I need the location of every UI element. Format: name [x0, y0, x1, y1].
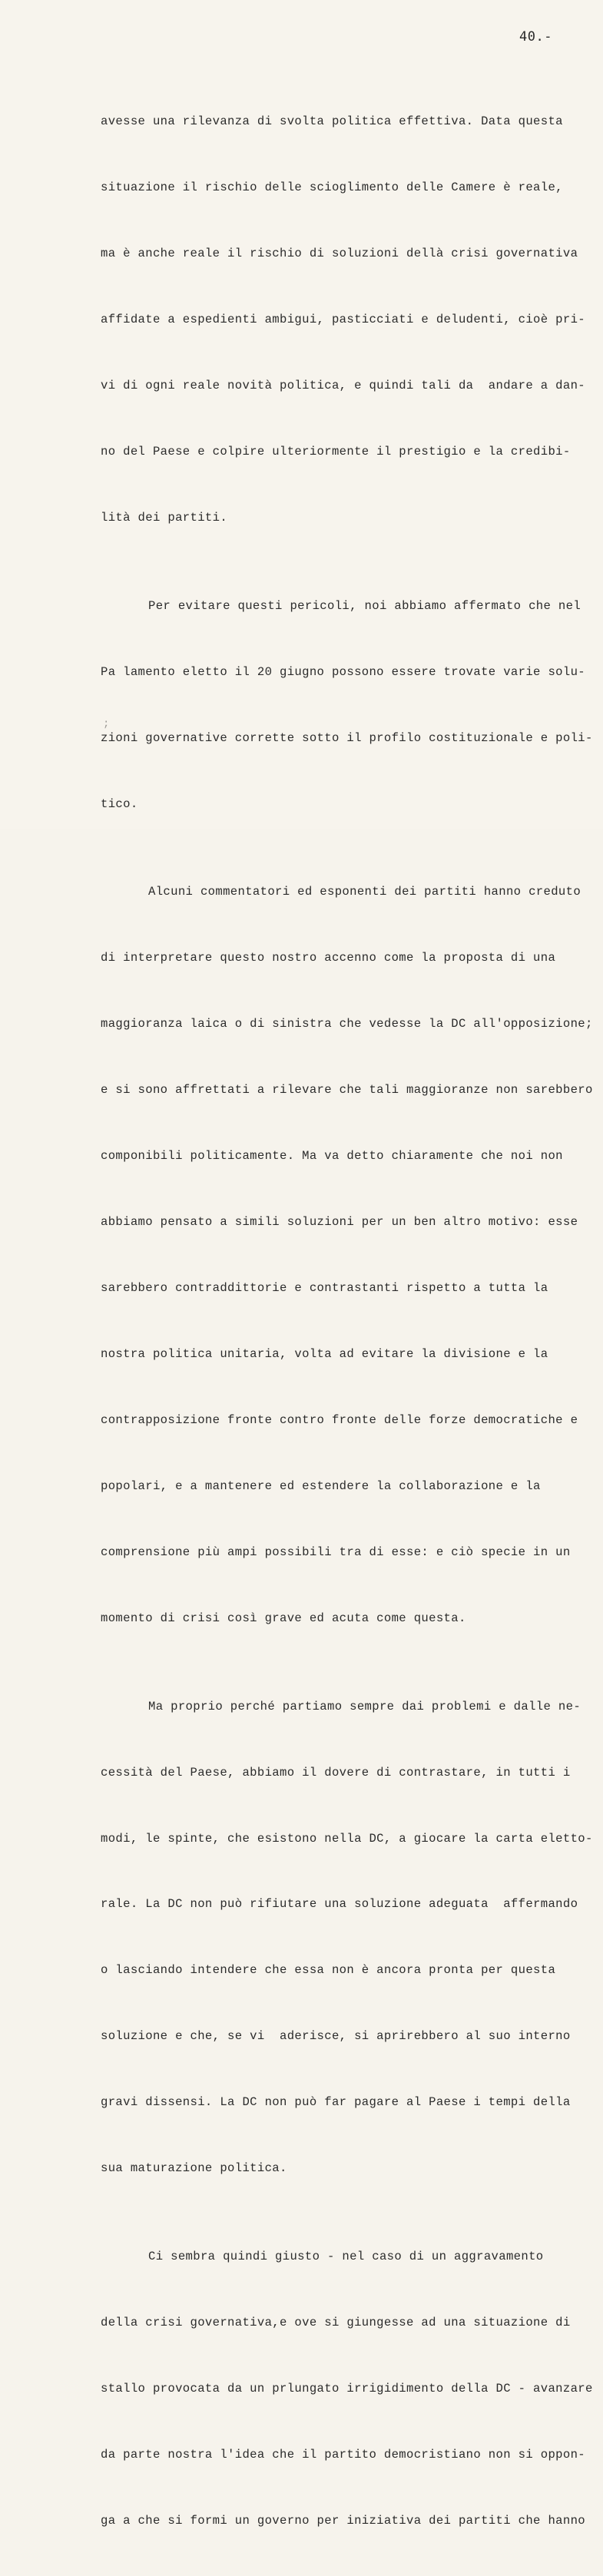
text-line: gravi dissensi. La DC non può far pagare al Paese i tempi della — [101, 2095, 571, 2110]
text-line: avesse una rilevanza di svolta politica effettiva. Data questa — [101, 114, 563, 129]
text-line: zioni governative corrette sotto il profilo costituzionale e poli- — [101, 730, 593, 745]
text-line: no del Paese e colpire ulteriormente il prestigio e la credibi- — [101, 445, 571, 459]
text-line: Alcuni commentatori ed esponenti dei partiti hanno creduto — [148, 885, 581, 899]
text-line: contrapposizione fronte contro fronte delle forze democratiche e — [101, 1413, 578, 1428]
text-line: sua maturazione politica. — [101, 2161, 287, 2176]
text-line: momento di crisi così grave ed acuta come questa. — [101, 1611, 466, 1625]
text-line: ga a che si formi un governo per iniziativa dei partiti che hanno — [101, 2513, 586, 2528]
text-line: comprensione più ampi possibili tra di esse: e ciò specie in un — [101, 1545, 571, 1559]
text-line: Ma proprio perché partiamo sempre dai problemi e dalle ne- — [148, 1699, 581, 1713]
text-line: abbiamo pensato a simili soluzioni per un ben altro motivo: esse — [101, 1215, 578, 1230]
body-text — [101, 67, 592, 2576]
text-line: Ci sembra quindi giusto - nel caso di un aggravamento — [148, 2249, 544, 2263]
text-line: modi, le spinte, che esistono nella DC, a giocare la carta eletto- — [101, 1831, 593, 1846]
margin-mark: ; — [103, 718, 110, 730]
text-line: maggioranza laica o di sinistra che vedesse la DC all'opposizione; — [101, 1017, 593, 1031]
text-line: della crisi governativa,e ove si giungesse ad una situazione di — [101, 2315, 571, 2329]
text-line: Per evitare questi pericoli, noi abbiamo affermato che nel — [148, 598, 581, 613]
text-line: affidate a espedienti ambigui, pasticciati e deludenti, cioè pri- — [101, 313, 586, 327]
text-line: lità dei partiti. — [101, 511, 228, 525]
text-line: cessità del Paese, abbiamo il dovere di contrastare, in tutti i — [101, 1765, 571, 1780]
text-line: rale. La DC non può rifiutare una soluzione adeguata affermando — [101, 1897, 578, 1912]
page-number: 40.- — [519, 29, 552, 45]
text-line: Pa lamento eletto il 20 giugno possono essere trovate varie solu- — [101, 664, 586, 679]
text-line: tico. — [101, 796, 138, 811]
text-line: componibili politicamente. Ma va detto chiaramente che noi non — [101, 1149, 563, 1164]
text-line: di interpretare questo nostro accenno come la proposta di una — [101, 951, 556, 965]
text-line: da parte nostra l'idea che il partito democristiano non si oppon- — [101, 2447, 586, 2462]
text-line: ma è anche reale il rischio di soluzioni dellà crisi governativa — [101, 247, 578, 261]
text-line: situazione il rischio delle scioglimento delle Camere è reale, — [101, 180, 563, 195]
text-line: nostra politica unitaria, volta ad evitare la divisione e la — [101, 1347, 548, 1362]
text-line: stallo provocata da un prlungato irrigidimento della DC - avanzare — [101, 2381, 593, 2396]
text-line: e si sono affrettati a rilevare che tali maggioranze non sarebbero — [101, 1083, 593, 1098]
text-line: soluzione e che, se vi aderisce, si aprirebbero al suo interno — [101, 2029, 571, 2044]
text-line: o lasciando intendere che essa non è ancora pronta per questa — [101, 1963, 556, 1978]
text-line: sarebbero contraddittorie e contrastanti rispetto a tutta la — [101, 1281, 548, 1296]
text-line: vi di ogni reale novità politica, e quindi tali da andare a dan- — [101, 379, 586, 393]
text-line: popolari, e a mantenere ed estendere la collaborazione e la — [101, 1479, 541, 1493]
